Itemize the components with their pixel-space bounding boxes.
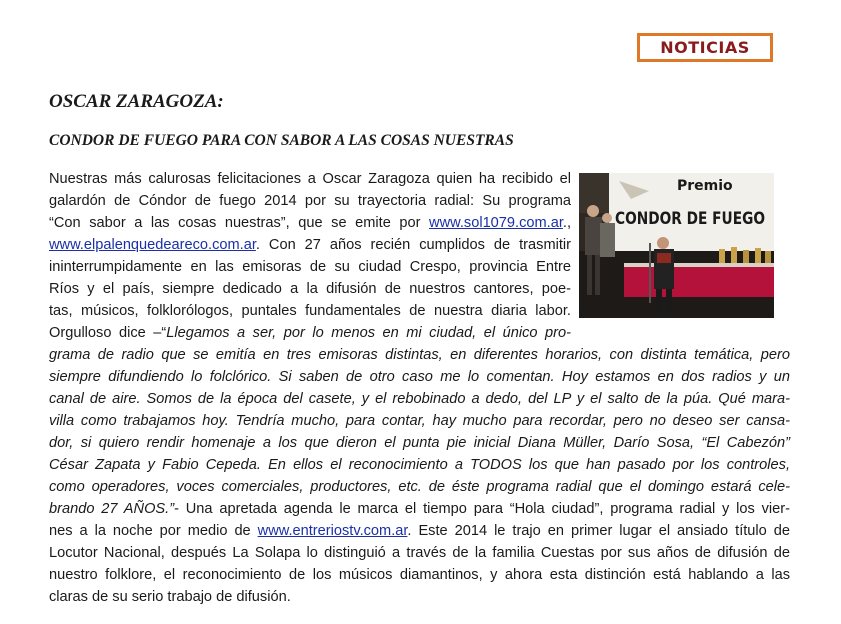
- body-text: - Una apretada agenda le marca el tiempo para “Hola ciudad”, programa radial y los vier-: [174, 501, 791, 517]
- quote-line: villa como trabajamos hoy. Tendría mucho, para contar, hay mucho para recordar, pero no deseo ser cansa-: [49, 413, 790, 429]
- body-text: . Este 2014 le trajo en primer lugar el ansiado título de: [407, 523, 790, 539]
- article-subtitle: CONDOR DE FUEGO PARA CON SABOR A LAS COSAS NUESTRAS: [49, 132, 514, 149]
- body-line: nuestro folklore, el reconocimiento de los músicos diamantinos, y ahora esta distinción está hablando a las: [49, 567, 790, 583]
- body-line: [49, 213, 571, 234]
- body-line: tas, músicos, folklorólogos, puntales fundamentales de nuestra diaria labor.: [49, 303, 571, 319]
- quote-text: brando 27 AÑOS.”: [49, 501, 175, 517]
- body-line: Locutor Nacional, después La Solapa lo distinguió a través de la familia Cuestas por sus años de difusión de: [49, 545, 790, 561]
- body-text: “Con sabor a las cosas nuestras”, que se emite por: [49, 215, 430, 231]
- body-line: [49, 499, 790, 520]
- quote-text: Llegamos a ser, por lo menos en mi ciudad, el único pro-: [166, 325, 571, 341]
- quote-line: siempre difundiendo lo folclórico. Si saben de otro caso me lo comentan. Hoy estamos en dos radios y un: [49, 369, 790, 385]
- article-title: OSCAR ZARAGOZA:: [49, 91, 224, 112]
- body-line: ininterrumpidamente en las emisoras de su ciudad Crespo, provincia Entre: [49, 259, 571, 275]
- section-badge: NOTICIAS: [637, 33, 773, 62]
- quote-line: como operadores, voces comerciales, productores, etc. de éste programa radial que el domingo estará cele-: [49, 479, 790, 495]
- quote-line: dor, si quiero rendir homenaje a los que dieron el punta pie inicial Diana Müller, Darío Sosa, “El Cabezón”: [49, 435, 790, 451]
- body-text: . Con 27 años recién cumplidos de trasmitir: [255, 237, 571, 253]
- body-line: Ríos y el país, siempre dedicado a la difusión de nuestros cantores, poe-: [49, 281, 571, 297]
- banner-line1: Premio: [677, 178, 733, 194]
- body-line: Nuestras más calurosas felicitaciones a Oscar Zaragoza quien ha recibido el: [49, 171, 571, 187]
- sol1079-link[interactable]: www.sol1079.com.ar: [429, 215, 563, 231]
- body-line: [49, 235, 571, 256]
- body-text: nes a la noche por medio de: [49, 523, 258, 539]
- body-text: .,: [562, 215, 571, 231]
- quote-line: grama de radio que se emitía en tres emisoras distintas, en diferentes horarios, con distinta temática, pero: [49, 347, 790, 363]
- award-photo: [579, 173, 774, 318]
- quote-line: canal de aire. Somos de la época del casete, y el rebobinado a dedo, del LP y el salto de la púa. Qué mara-: [49, 391, 790, 407]
- entreriostv-link[interactable]: www.entreriostv.com.ar: [257, 523, 408, 539]
- banner-line2: CONDOR DE FUEGO: [615, 209, 765, 229]
- body-line: [49, 323, 571, 344]
- body-line: [49, 521, 790, 542]
- quote-line: César Zapata y Fabio Cepeda. En ellos el reconocimiento a TODOS los que han pasado por los controles,: [49, 457, 790, 473]
- body-text: Orgulloso dice –“: [49, 325, 167, 341]
- elpalenque-link[interactable]: www.elpalenquedeareco.com.ar: [49, 237, 256, 253]
- body-line: claras de su serio trabajo de difusión.: [49, 589, 291, 605]
- body-line: galardón de Cóndor de fuego 2014 por su trayectoria radial: Su programa: [49, 193, 571, 209]
